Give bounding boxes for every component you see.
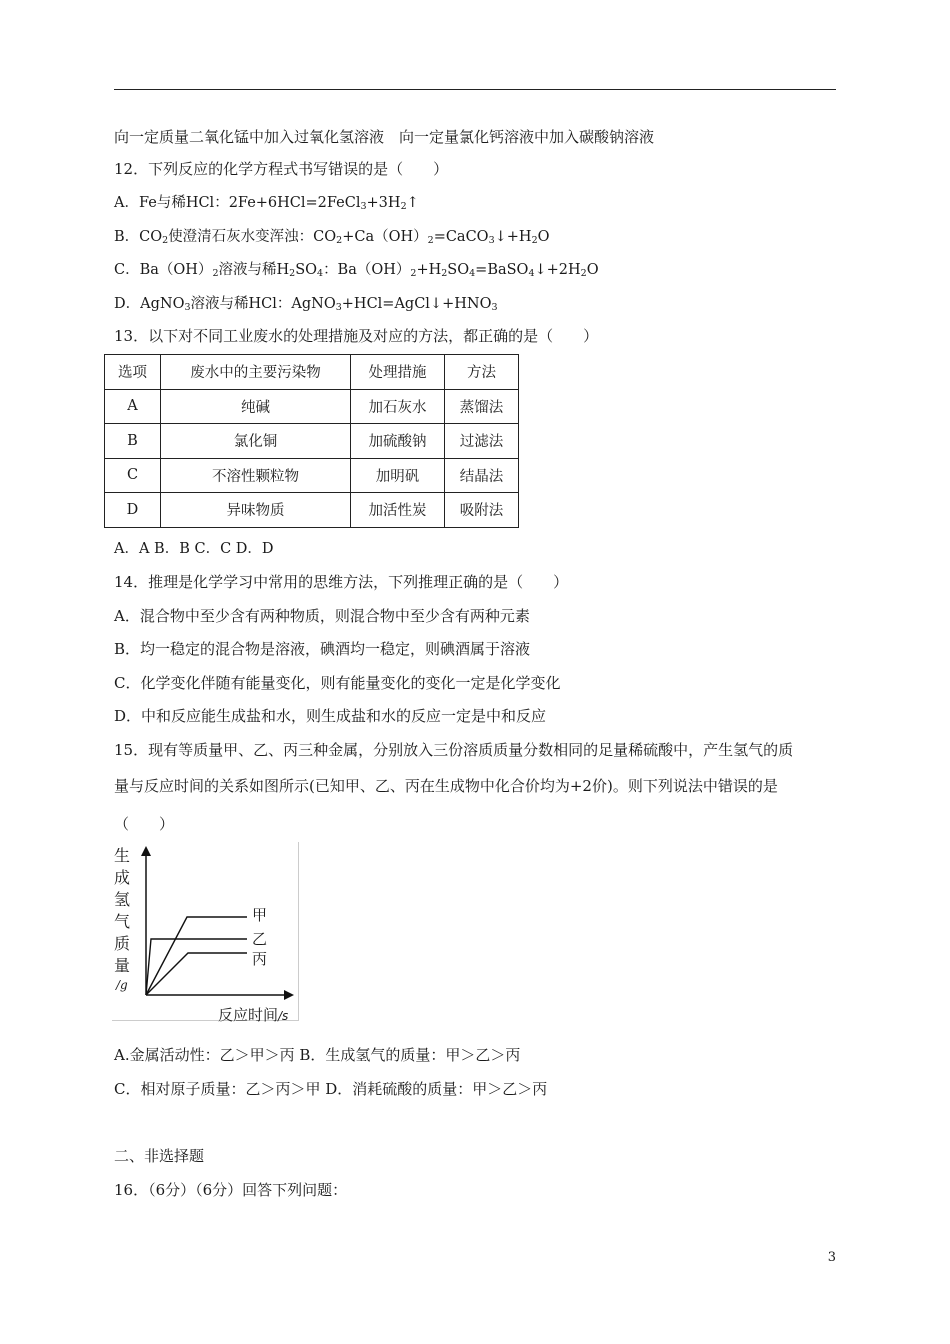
y-axis-label-char: 成 [114, 868, 131, 887]
table-row [105, 389, 519, 424]
table-header: 方法 [445, 355, 519, 390]
q15-options-cd: C．相对原子质量：乙＞丙＞甲 D．消耗硫酸的质量：甲＞乙＞丙 [114, 1080, 548, 1098]
table-row [105, 458, 519, 493]
y-axis-arrow-icon [141, 846, 151, 856]
curve-bing [146, 953, 247, 995]
y-axis-label-char: 生 [114, 846, 131, 865]
q15-stem-line1: 15．现有等质量甲、乙、丙三种金属，分别放入三份溶质质量分数相同的足量稀硫酸中，产生氢气的质 [114, 741, 794, 759]
q14-option-b: B．均一稳定的混合物是溶液，碘酒均一稳定，则碘酒属于溶液 [114, 640, 531, 658]
table-cell: 不溶性颗粒物 [161, 458, 351, 493]
y-axis-unit: /g [116, 978, 128, 992]
graph-plot [112, 842, 302, 1024]
q15-options-ab: A.金属活动性：乙＞甲＞丙 B．生成氢气的质量：甲＞乙＞丙 [114, 1046, 521, 1064]
q13-stem: 13．以下对不同工业废水的处理措施及对应的方法，都正确的是（ ） [114, 327, 599, 345]
table-cell: 结晶法 [445, 458, 519, 493]
q16-stem: 16．（6分）（6分）回答下列问题： [114, 1181, 348, 1199]
table-cell: 过滤法 [445, 424, 519, 459]
table-cell: B [105, 424, 161, 459]
wastewater-table [104, 354, 519, 528]
table-cell: 异味物质 [161, 493, 351, 528]
section-heading: 二、非选择题 [114, 1147, 205, 1165]
curve-label-jia: 甲 [252, 906, 268, 924]
curve-label-yi: 乙 [252, 930, 268, 948]
q14-option-d: D．中和反应能生成盐和水，则生成盐和水的反应一定是中和反应 [114, 707, 547, 725]
q12-option-a: A．Fe与稀HCl：$2Fe+6HCl=2FeCl_3+3H_2↑$ [114, 195, 419, 212]
table-header-row [105, 355, 519, 390]
x-axis-label: 反应时间/s [218, 1006, 289, 1024]
x-axis-arrow-icon [284, 990, 294, 1000]
y-axis-label-char: 气 [114, 912, 131, 931]
table-cell: 氯化铜 [161, 424, 351, 459]
q12-option-b: B．$CO_2$使澄清石灰水变浑浊：$CO_2+Ca(OH)_2=CaCO_3↓+H_2O$ [114, 229, 550, 246]
y-axis-label-char: 氢 [114, 890, 131, 909]
q14-option-a: A．混合物中至少含有两种物质，则混合物中至少含有两种元素 [114, 607, 530, 625]
table-cell: 加石灰水 [351, 389, 445, 424]
table-cell: C [105, 458, 161, 493]
table-row [105, 493, 519, 528]
q13-options: A．A B．B C．C D．D [114, 541, 274, 557]
header-rule [114, 89, 836, 90]
table-cell: 吸附法 [445, 493, 519, 528]
q12-stem: 12．下列反应的化学方程式书写错误的是（ ） [114, 160, 449, 178]
q15-stem-line3: （ ） [114, 815, 175, 833]
page-number: 3 [827, 1250, 836, 1265]
table-row [105, 424, 519, 459]
curve-label-bing: 丙 [252, 950, 268, 968]
table-cell: A [105, 389, 161, 424]
table-cell: 加活性炭 [351, 493, 445, 528]
table-cell: 纯碱 [161, 389, 351, 424]
q12-option-c: C．$Ba(OH)_2$溶液与稀$H_2SO_4$：$Ba(OH)_2+H_2SO_4=BaSO_4↓+2H_2O$ [114, 262, 599, 279]
table-cell: 加硫酸钠 [351, 424, 445, 459]
table-cell: D [105, 493, 161, 528]
q14-option-c: C．化学变化伴随有能量变化，则有能量变化的变化一定是化学变化 [114, 674, 561, 692]
previous-question-options: 向一定质量二氧化锰中加入过氧化氢溶液 向一定量氯化钙溶液中加入碳酸钠溶液 [114, 128, 655, 146]
table-header: 废水中的主要污染物 [161, 355, 351, 390]
table-cell: 加明矾 [351, 458, 445, 493]
table-cell: 蒸馏法 [445, 389, 519, 424]
q14-stem: 14．推理是化学学习中常用的思维方法，下列推理正确的是（ ） [114, 573, 569, 591]
table-header: 选项 [105, 355, 161, 390]
q15-stem-line2: 量与反应时间的关系如图所示(已知甲、乙、丙在生成物中化合价均为+2价)。则下列说法中错误的是 [114, 777, 778, 795]
curve-jia [146, 917, 247, 995]
y-axis-label-char: 量 [114, 956, 131, 975]
table-header: 处理措施 [351, 355, 445, 390]
q12-option-d: D．AgNO$_3$溶液与稀HCl：$AgNO_3+HCl=AgCl↓+HNO_3$ [114, 296, 498, 313]
y-axis-label-char: 质 [114, 934, 131, 953]
hydrogen-mass-graph [112, 842, 302, 1024]
